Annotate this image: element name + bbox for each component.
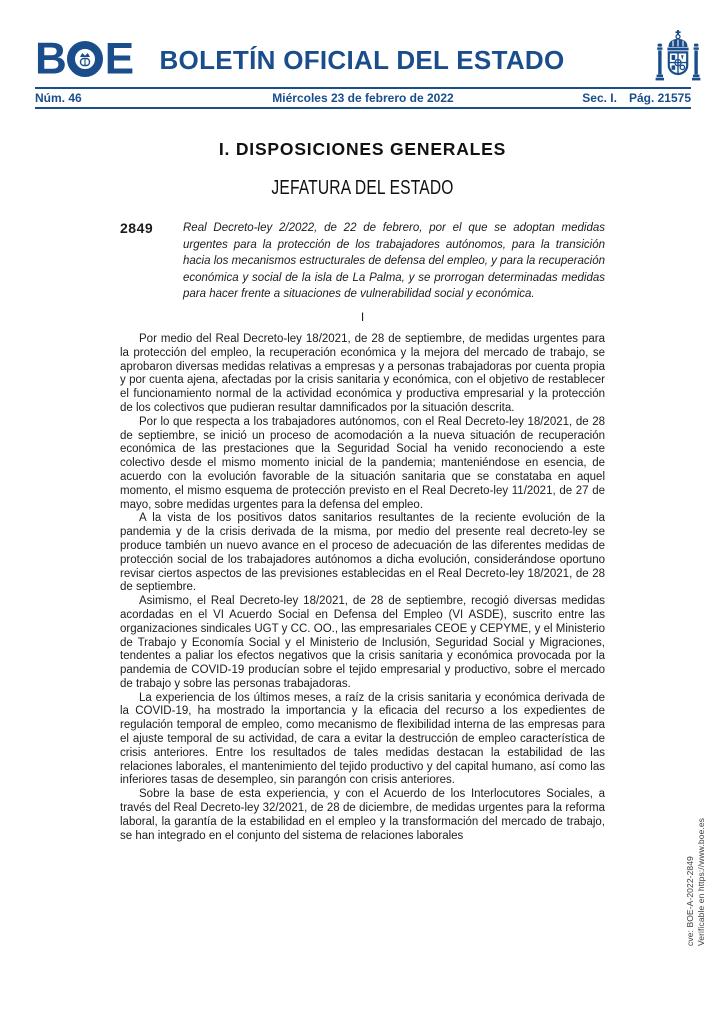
masthead-title: BOLETÍN OFICIAL DEL ESTADO <box>159 45 565 75</box>
issuing-authority: JEFATURA DEL ESTADO <box>271 177 454 199</box>
masthead <box>0 0 724 112</box>
paragraph: Por medio del Real Decreto-ley 18/2021, de 28 de septiembre, de medidas urgentes para la protección del empleo, la recuperación económica y la mejora del mercado de trabajo, se aprobaron diversas medidas relativas a empresas y a personas trabajadoras por cuenta propia y por cuenta ajena, afectadas por la crisis sanitaria y económica, con el objetivo de restablecer el funcionamiento normal de la actividad económica y productiva empresarial y la protección de los colectivos que pudieran resultar damnificados por la situación descrita. <box>120 332 605 414</box>
section-label: Sec. I. <box>582 91 617 105</box>
paragraph: Por lo que respecta a los trabajadores autónomos, con el Real Decreto-ley 18/2021, de 28 de septiembre, se inició un proceso de acomodación a la nueva situación de recuperación económica de las prestaciones que la Seguridad Social ha venido reconociendo a este colectivo desde el mismo momento inicial de la pandemia; manteniéndose en esencia, de acuerdo con la evolución favorable de la situación sanitaria que se constataba en aquel momento, el mismo esquema de protección previsto en el Real Decreto-ley 11/2021, de 27 de mayo, sobre medidas urgentes para la defensa del empleo. <box>120 415 605 511</box>
paragraph: Asimismo, el Real Decreto-ley 18/2021, de 28 de septiembre, recogió diversas medidas acordadas en el VI Acuerdo Social en Defensa del Empleo (VI ASDE), suscrito entre las organizaciones sindicales UGT y CC. OO., las empresariales CEOE y CEPYME, y el Ministerio de Trabajo y Economía Social y el Ministerio de Inclusión, Seguridad Social y Migraciones, tendentes a paliar los efectos negativos que la crisis sanitaria y económica provocada por la pandemia de COVID-19 producían sobre el tejido empresarial y productivo, sobre el mercado de trabajo y sobre las personas trabajadoras. <box>120 595 605 690</box>
issue-number: Núm. 46 <box>35 91 82 105</box>
preamble-text <box>120 333 605 843</box>
entry-summary: Real Decreto-ley 2/2022, de 22 de febrero, por el que se adoptan medidas urgentes para la protección de los trabajadores autónomos, para la transición hacia los mecanismos estructurales de defensa del empleo, y para la recuperación económica y social de la isla de La Palma, y se prorrogan determinadas medidas para hacer frente a situaciones de vulnerabilidad social y económica. <box>183 222 605 301</box>
paragraph: La experiencia de los últimos meses, a raíz de la crisis sanitaria y económica derivada de la COVID-19, ha mostrado la importancia y la eficacia del recurso a los expedientes de regulación temporal de empleo, como mecanismo de flexibilidad interna de las empresas para el ajuste temporal de su actividad, de cara a evitar la destrucción de empleo característica de crisis anteriores. Entre los resultados de tales medidas destacan la estabilidad de las relaciones laborales, el mantenimiento del tejido productivo y del capital humano, así como las inferiores tasas de desempleo, sin parangón con crisis anteriores. <box>120 691 605 787</box>
verification-margin-note <box>685 784 707 946</box>
boe-logo-letter-e: E <box>104 33 133 83</box>
issue-date: Miércoles 23 de febrero de 2022 <box>272 91 454 105</box>
part-marker: I <box>360 309 365 324</box>
spain-coat-of-arms-icon <box>654 30 702 93</box>
header-rule-top <box>35 87 691 89</box>
section-heading: I. DISPOSICIONES GENERALES <box>218 139 507 159</box>
cve-code: cve: BOE-A-2022-2849 <box>685 856 695 946</box>
page-label: Pág. 21575 <box>628 91 691 105</box>
paragraph: Sobre la base de esta experiencia, y con el Acuerdo de los Interlocutores Sociales, a través del Real Decreto-ley 32/2021, de 28 de diciembre, de medidas urgentes para la reforma laboral, la garantía de la estabilidad en el empleo y la transformación del mercado de trabajo, se han integrado en el conjunto del sistema de relaciones laborales <box>120 788 605 842</box>
header-rule-bottom <box>35 107 691 109</box>
paragraph: A la vista de los positivos datos sanitarios resultantes de la reciente evolución de la pandemia y de la crisis derivada de la misma, por medio del presente real decreto-ley se produce también un nuevo avance en el proceso de adecuación de las diferentes medidas de protección social de los trabajadores autónomos a dicha evolución, considerándose oportuno revisar ciertos aspectos de las previsiones establecidas en el Real Decreto-ley 18/2021, de 28 de septiembre. <box>120 512 605 594</box>
document-body <box>120 139 605 843</box>
entry-number: 2849 <box>120 220 154 236</box>
boe-logo-letter-b: B <box>35 33 65 83</box>
verification-url: Verificable en https://www.boe.es <box>696 817 706 946</box>
gazette-entry <box>120 220 605 303</box>
issue-info-bar <box>35 90 691 106</box>
section-page <box>511 91 691 105</box>
